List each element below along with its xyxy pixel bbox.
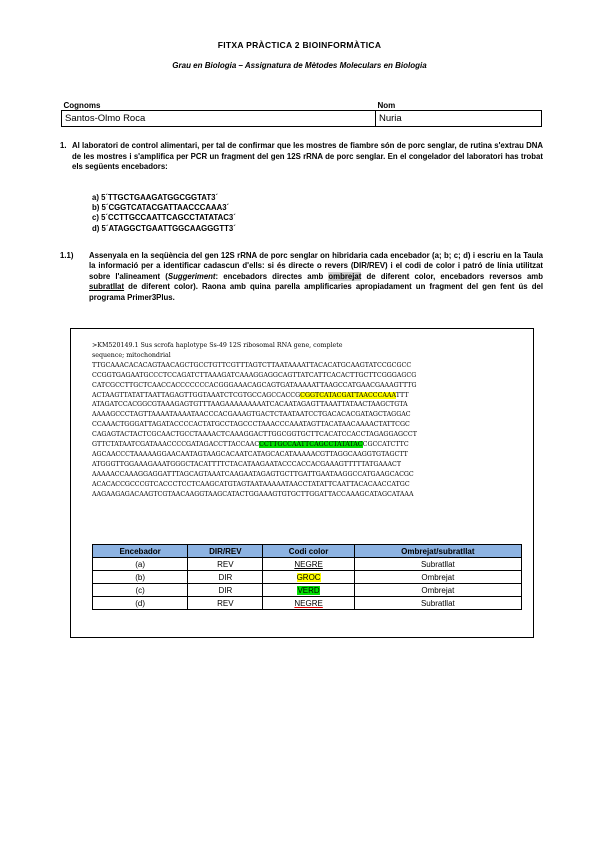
sequence-line: TTGCAAACACACAGTAACAGCTGCCTGTTCGTTTAGTCTTAATAAAATTACACATGCAAGTATCCGCGCC	[92, 361, 412, 369]
color-label: VERD	[297, 585, 320, 595]
cell-dir-rev: REV	[188, 558, 263, 571]
color-label: NEGRE	[294, 598, 323, 608]
primer-d: d) 5´ATAGGCTGAATTGGCAAGGGTT3´	[92, 223, 236, 233]
cell-dir-rev: REV	[188, 597, 263, 610]
cell-color	[263, 597, 354, 610]
col-encebador: Encebador	[93, 545, 188, 558]
color-label: GROC	[296, 572, 321, 582]
q11-ombrejat: ombrejat	[328, 271, 362, 281]
cell-style: Subratllat	[354, 558, 521, 571]
q11-part2: : encebadors directes amb	[215, 271, 329, 281]
table-row	[93, 558, 522, 571]
sequence-line: CCGGTGAGAATGCCCTCCAGATCTTAAAGATCAAAGGAGGCAGTTATCATTCACACTTGCTTCGGGAGCG	[92, 371, 417, 379]
nom-value: Nuria	[376, 111, 542, 127]
cell-encebador: (c)	[93, 584, 188, 597]
col-codi-color: Codi color	[263, 545, 354, 558]
sequence-block	[92, 341, 522, 500]
document-title: FITXA PRÀCTICA 2 BIOINFORMÀTICA	[217, 40, 382, 50]
table-row	[93, 584, 522, 597]
primer-c: c) 5´CCTTGCCAATTCAGCCTATATAC3´	[92, 213, 236, 223]
sequence-line: CAGAGTACTACTCGCAACTGCCTAAAACTCAAAGGACTTGGCGGTGCTTCACATCCACCTAGAGGAGCCT	[92, 431, 417, 439]
q11-subratllat: subratllat	[89, 282, 125, 292]
question-1	[60, 141, 543, 173]
cognoms-label: Cognoms	[63, 100, 101, 110]
sequence-line: ACACACCGCCCGTCACCCTCCTCAAGCATGTAGTAATAAAAATAACCTATATTCAATTACACAACCATGC	[92, 480, 410, 488]
primer-table	[92, 544, 522, 610]
primer-b: b) 5´CGGTCATACGATTAACCCAAA3´	[92, 203, 230, 213]
cell-color	[263, 584, 354, 597]
cell-dir-rev: DIR	[188, 584, 263, 597]
primer-list	[92, 193, 236, 234]
col-ombrejat: Ombrejat/subratllat	[354, 545, 521, 558]
sequence-header: >KM520149.1 Sus scrofa haplotype Ss-49 12S ribosomal RNA gene, complete sequence; mitochondrial	[92, 342, 343, 359]
question-1-number: 1.	[60, 141, 67, 150]
sequence-line: CATCGCCTTGCTCAACCACCCCCCCACGGGAAACAGCAGTGATAAAAATTAAGCCATGAACGAAAGTTTG	[92, 381, 417, 389]
primer-table-header	[93, 545, 522, 558]
primer-a: a) 5´TTGCTGAAGATGGCGGTAT3´	[92, 193, 219, 202]
sequence-line: TTT	[395, 391, 409, 399]
sequence-line: ACTAAGTTATATTAATTAGAGTTGGTAAATCTCGTGCCAGCCACCG	[92, 391, 301, 399]
cell-color	[263, 571, 354, 584]
sequence-line: AAGAAGAGACAAGTCGTAACAAGGTAAGCATACTGGAAAGTGTGCTTGGATTACCAAAGCATAGCATAAA	[92, 490, 414, 498]
q11-part3: de diferent color, encebadors reversos amb	[361, 271, 543, 281]
q11-suggeriment: Suggeriment	[167, 271, 216, 281]
question-1-text: Al laboratori de control alimentari, per tal de confirmar que les mostres de fiambre són de porc senglar, de rutina s'extrau DNA de les mostres i s'amplifica per PCR un fragment del gen 12S rRNA de porc senglar. En el congelador del laboratori has trobat els següents encebadors:	[72, 141, 543, 172]
table-row	[93, 597, 522, 610]
sequence-line: CCAAACTGGGATTAGATACCCCACTATGCCTAGCCCTAAACCCAAATAGTTACATAACAAAACTATTCGC	[92, 421, 410, 429]
sequence-line: ATGGGTTGGAAAGAAATGGGCTACATTTTCTACATAAGAATACCCACCACGAAAGTTTTTATGAAACT	[92, 460, 402, 468]
question-1-1-text	[89, 251, 543, 303]
q11-part4: de diferent color). Raona amb quina parella amplificaries apropiadament un fragment del gen fent ús del programa Primer3Plus.	[89, 282, 543, 302]
document-subtitle: Grau en Biologia – Assignatura de Mètodes Moleculars en Biologia	[172, 61, 427, 70]
sequence-line: AGCAACCCTAAAAAGGAACAATAGTAAGCACAATCATAGCACATAAAAACGTTAGGCAAGGTGTAGCTT	[92, 450, 408, 458]
primer-c-highlight: CCTTGCCAATTCAGCCTATATAC	[259, 441, 363, 449]
cell-color	[263, 558, 354, 571]
student-info-table	[61, 100, 542, 127]
sequence-line: AAAAACCAAAGGAGGATTTAGCAGTAAATCAAGAATAGAGTGCTTGATTGAATAAGGCCATGAAGCACGC	[92, 470, 414, 478]
primer-b-highlight: CGGTCATACGATTAACCCAAA	[300, 391, 396, 399]
cell-encebador: (d)	[93, 597, 188, 610]
nom-label: Nom	[377, 100, 396, 110]
q11-part1: Assenyala en la seqüència del gen 12S rRNA de porc senglar on hibridaria cada encebador (a; b; c; d) i escriu en la Taula la informació per a identificar cadascun d'ells: si és directe o revers (DIR/REV) i el codi de color i patró de línia utilitzat sobre l'alineament (	[89, 251, 543, 281]
cell-encebador: (b)	[93, 571, 188, 584]
question-1-1-number: 1.1)	[60, 251, 74, 260]
cell-style: Ombrejat	[354, 584, 521, 597]
table-row	[93, 571, 522, 584]
cell-style: Subratllat	[354, 597, 521, 610]
col-dir-rev: DIR/REV	[188, 545, 263, 558]
color-label: NEGRE	[294, 559, 323, 569]
sequence-line: CGCCATCTTC	[362, 441, 409, 449]
sequence-line: ATAGATCCACGGCGTAAAGAGTGTTTAAGAAAAAAAAATCACAATAGAGTTAAATTATAACTAAGCTGTA	[92, 401, 408, 409]
cognoms-value: Santos-Olmo Roca	[62, 111, 376, 127]
cell-encebador: (a)	[93, 558, 188, 571]
question-1-1	[60, 251, 543, 303]
cell-style: Ombrejat	[354, 571, 521, 584]
sequence-line: GTTCTATAATCGATAAACCCCGATAGACCTTACCAAC	[92, 441, 260, 449]
sequence-line: AAAAGCCCTAGTTAAAATAAAATAACCCACGAAAGTGACTCTAATAATCCTGACACACGATAGCTAGGAC	[92, 411, 411, 419]
cell-dir-rev: DIR	[188, 571, 263, 584]
